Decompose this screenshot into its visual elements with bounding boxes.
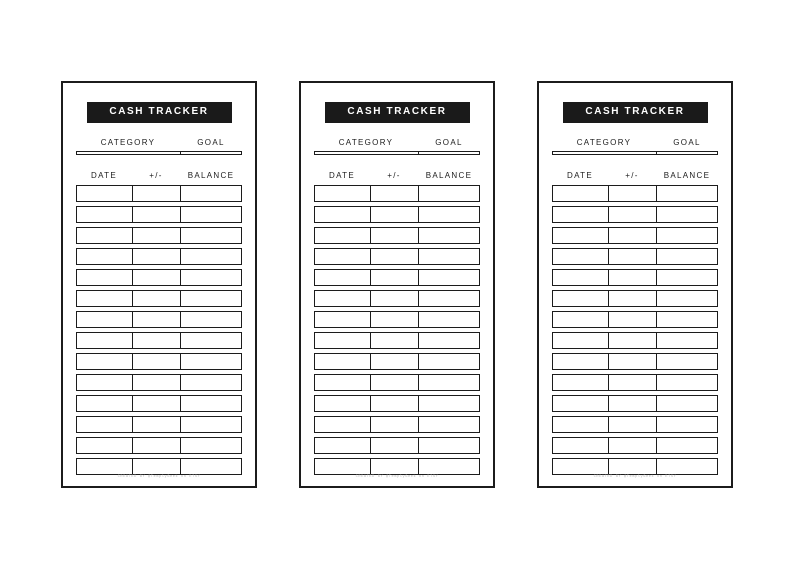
table-row bbox=[76, 227, 242, 244]
cell-change[interactable] bbox=[371, 417, 419, 432]
cell-change[interactable] bbox=[371, 375, 419, 390]
cell-balance[interactable] bbox=[419, 186, 479, 201]
cell-balance[interactable] bbox=[419, 417, 479, 432]
category-label: CATEGORY bbox=[100, 138, 156, 147]
cell-change[interactable] bbox=[133, 249, 181, 264]
table-row bbox=[552, 353, 718, 370]
cell-balance[interactable] bbox=[657, 375, 717, 390]
cell-date[interactable] bbox=[315, 375, 371, 390]
goal-input[interactable] bbox=[181, 152, 241, 154]
cell-change[interactable] bbox=[133, 354, 181, 369]
cell-balance[interactable] bbox=[181, 438, 241, 453]
table-header bbox=[76, 171, 242, 180]
column-header-date: DATE bbox=[91, 171, 117, 180]
category-label: CATEGORY bbox=[576, 138, 632, 147]
cell-date[interactable] bbox=[315, 354, 371, 369]
column-header-date: DATE bbox=[329, 171, 355, 180]
cell-date[interactable] bbox=[77, 291, 133, 306]
cell-date[interactable] bbox=[315, 396, 371, 411]
cell-change[interactable] bbox=[133, 417, 181, 432]
table-row bbox=[76, 290, 242, 307]
column-header-balance: BALANCE bbox=[425, 171, 473, 180]
cash-tracker-card bbox=[61, 81, 257, 488]
cell-balance[interactable] bbox=[419, 291, 479, 306]
column-header-change: +/- bbox=[387, 171, 401, 180]
card-title-bar bbox=[325, 102, 470, 123]
category-input[interactable] bbox=[553, 152, 657, 154]
cell-change[interactable] bbox=[609, 375, 657, 390]
cell-date[interactable] bbox=[77, 207, 133, 222]
cell-change[interactable] bbox=[609, 333, 657, 348]
field-labels-row bbox=[314, 138, 480, 151]
cell-balance[interactable] bbox=[419, 228, 479, 243]
cell-date[interactable] bbox=[315, 291, 371, 306]
cell-date[interactable] bbox=[77, 459, 133, 474]
table-row bbox=[314, 290, 480, 307]
cell-date[interactable] bbox=[315, 333, 371, 348]
table-header bbox=[552, 171, 718, 180]
table-row bbox=[314, 437, 480, 454]
cell-change[interactable] bbox=[609, 438, 657, 453]
table-row bbox=[76, 311, 242, 328]
table-row bbox=[552, 458, 718, 475]
table-row bbox=[76, 332, 242, 349]
table-row bbox=[76, 395, 242, 412]
card-title: CASH TRACKER bbox=[347, 106, 447, 117]
table-body bbox=[552, 185, 718, 475]
cell-balance[interactable] bbox=[657, 207, 717, 222]
cell-change[interactable] bbox=[371, 459, 419, 474]
cell-change[interactable] bbox=[371, 249, 419, 264]
category-label: CATEGORY bbox=[338, 138, 394, 147]
cell-change[interactable] bbox=[371, 270, 419, 285]
goal-label: GOAL bbox=[435, 138, 463, 147]
category-input[interactable] bbox=[77, 152, 181, 154]
table-row bbox=[314, 332, 480, 349]
credit-footer: CREATED BY @TemplyGeek on ETSY bbox=[355, 475, 439, 479]
goal-input[interactable] bbox=[419, 152, 479, 154]
cell-balance[interactable] bbox=[657, 333, 717, 348]
cell-balance[interactable] bbox=[657, 186, 717, 201]
cell-date[interactable] bbox=[77, 270, 133, 285]
cell-balance[interactable] bbox=[657, 270, 717, 285]
cell-balance[interactable] bbox=[657, 354, 717, 369]
cell-change[interactable] bbox=[133, 228, 181, 243]
table-body bbox=[76, 185, 242, 475]
cell-change[interactable] bbox=[609, 354, 657, 369]
cell-date[interactable] bbox=[77, 228, 133, 243]
cell-change[interactable] bbox=[133, 396, 181, 411]
cell-change[interactable] bbox=[609, 207, 657, 222]
cell-date[interactable] bbox=[77, 396, 133, 411]
table-row bbox=[314, 206, 480, 223]
table-row bbox=[76, 353, 242, 370]
cell-balance[interactable] bbox=[657, 312, 717, 327]
cell-balance[interactable] bbox=[181, 354, 241, 369]
cell-change[interactable] bbox=[133, 375, 181, 390]
cell-balance[interactable] bbox=[419, 333, 479, 348]
cell-change[interactable] bbox=[609, 459, 657, 474]
cell-balance[interactable] bbox=[419, 459, 479, 474]
card-title-bar bbox=[563, 102, 708, 123]
table-row bbox=[76, 437, 242, 454]
field-inputs-row bbox=[76, 151, 242, 155]
cell-date[interactable] bbox=[553, 375, 609, 390]
cash-tracker-card bbox=[299, 81, 495, 488]
cell-change[interactable] bbox=[371, 438, 419, 453]
cell-change[interactable] bbox=[133, 270, 181, 285]
table-row bbox=[552, 290, 718, 307]
table-header bbox=[314, 171, 480, 180]
cell-balance[interactable] bbox=[419, 249, 479, 264]
table-row bbox=[552, 227, 718, 244]
cell-change[interactable] bbox=[133, 291, 181, 306]
column-header-balance: BALANCE bbox=[663, 171, 711, 180]
cell-date[interactable] bbox=[553, 186, 609, 201]
credit-footer: CREATED BY @TemplyGeek on ETSY bbox=[593, 475, 677, 479]
cash-tracker-card bbox=[537, 81, 733, 488]
cell-change[interactable] bbox=[133, 438, 181, 453]
cell-date[interactable] bbox=[553, 291, 609, 306]
cell-change[interactable] bbox=[609, 228, 657, 243]
cell-date[interactable] bbox=[553, 396, 609, 411]
table-row bbox=[76, 248, 242, 265]
cell-date[interactable] bbox=[77, 417, 133, 432]
column-header-change: +/- bbox=[625, 171, 639, 180]
cell-date[interactable] bbox=[553, 438, 609, 453]
cell-balance[interactable] bbox=[419, 396, 479, 411]
cell-date[interactable] bbox=[315, 207, 371, 222]
table-row bbox=[552, 374, 718, 391]
field-labels-row bbox=[76, 138, 242, 151]
card-title: CASH TRACKER bbox=[585, 106, 685, 117]
goal-input[interactable] bbox=[657, 152, 717, 154]
cell-date[interactable] bbox=[553, 228, 609, 243]
cell-balance[interactable] bbox=[181, 417, 241, 432]
column-header-balance: BALANCE bbox=[187, 171, 235, 180]
table-row bbox=[552, 311, 718, 328]
cell-date[interactable] bbox=[77, 312, 133, 327]
cell-balance[interactable] bbox=[181, 291, 241, 306]
cell-change[interactable] bbox=[609, 396, 657, 411]
cell-change[interactable] bbox=[371, 186, 419, 201]
table-row bbox=[76, 185, 242, 202]
table-row bbox=[314, 248, 480, 265]
table-row bbox=[314, 353, 480, 370]
cell-date[interactable] bbox=[315, 186, 371, 201]
cell-date[interactable] bbox=[77, 249, 133, 264]
cell-change[interactable] bbox=[371, 312, 419, 327]
cell-balance[interactable] bbox=[419, 375, 479, 390]
cell-balance[interactable] bbox=[181, 207, 241, 222]
cell-balance[interactable] bbox=[657, 291, 717, 306]
goal-label: GOAL bbox=[673, 138, 701, 147]
table-row bbox=[76, 269, 242, 286]
table-row bbox=[314, 311, 480, 328]
field-labels-row bbox=[552, 138, 718, 151]
cell-balance[interactable] bbox=[181, 249, 241, 264]
table-row bbox=[314, 185, 480, 202]
table-body bbox=[314, 185, 480, 475]
cell-date[interactable] bbox=[315, 312, 371, 327]
table-row bbox=[314, 416, 480, 433]
cell-date[interactable] bbox=[315, 438, 371, 453]
table-row bbox=[76, 458, 242, 475]
column-header-date: DATE bbox=[567, 171, 593, 180]
cell-balance[interactable] bbox=[181, 270, 241, 285]
cell-change[interactable] bbox=[371, 228, 419, 243]
cell-date[interactable] bbox=[553, 207, 609, 222]
cell-balance[interactable] bbox=[657, 228, 717, 243]
cell-change[interactable] bbox=[133, 459, 181, 474]
cell-change[interactable] bbox=[371, 333, 419, 348]
cell-date[interactable] bbox=[553, 459, 609, 474]
cell-balance[interactable] bbox=[181, 375, 241, 390]
goal-label: GOAL bbox=[197, 138, 225, 147]
cell-balance[interactable] bbox=[657, 249, 717, 264]
cell-change[interactable] bbox=[133, 312, 181, 327]
cell-date[interactable] bbox=[315, 228, 371, 243]
cell-change[interactable] bbox=[609, 186, 657, 201]
cell-date[interactable] bbox=[77, 375, 133, 390]
cell-change[interactable] bbox=[609, 291, 657, 306]
cell-balance[interactable] bbox=[419, 312, 479, 327]
cell-balance[interactable] bbox=[419, 354, 479, 369]
cell-change[interactable] bbox=[371, 207, 419, 222]
table-row bbox=[314, 269, 480, 286]
table-row bbox=[552, 332, 718, 349]
cell-balance[interactable] bbox=[181, 459, 241, 474]
cell-balance[interactable] bbox=[657, 417, 717, 432]
cell-balance[interactable] bbox=[181, 333, 241, 348]
table-row bbox=[552, 248, 718, 265]
table-row bbox=[76, 374, 242, 391]
table-row bbox=[552, 269, 718, 286]
table-row bbox=[314, 395, 480, 412]
table-row bbox=[314, 374, 480, 391]
cell-balance[interactable] bbox=[181, 186, 241, 201]
cell-change[interactable] bbox=[609, 312, 657, 327]
cell-change[interactable] bbox=[609, 417, 657, 432]
cell-balance[interactable] bbox=[419, 438, 479, 453]
card-title-bar bbox=[87, 102, 232, 123]
cell-change[interactable] bbox=[371, 354, 419, 369]
cell-date[interactable] bbox=[315, 249, 371, 264]
table-row bbox=[314, 458, 480, 475]
cell-change[interactable] bbox=[133, 207, 181, 222]
table-row bbox=[314, 227, 480, 244]
cell-balance[interactable] bbox=[181, 312, 241, 327]
table-row bbox=[552, 206, 718, 223]
table-row bbox=[552, 416, 718, 433]
cell-balance[interactable] bbox=[419, 270, 479, 285]
cell-date[interactable] bbox=[315, 270, 371, 285]
cell-date[interactable] bbox=[77, 186, 133, 201]
cell-change[interactable] bbox=[133, 186, 181, 201]
table-row bbox=[552, 185, 718, 202]
cell-date[interactable] bbox=[315, 459, 371, 474]
table-row bbox=[552, 437, 718, 454]
cell-change[interactable] bbox=[371, 291, 419, 306]
cell-date[interactable] bbox=[315, 417, 371, 432]
cell-change[interactable] bbox=[609, 270, 657, 285]
cell-balance[interactable] bbox=[181, 396, 241, 411]
cell-date[interactable] bbox=[553, 312, 609, 327]
cell-date[interactable] bbox=[77, 438, 133, 453]
cell-date[interactable] bbox=[553, 354, 609, 369]
cell-balance[interactable] bbox=[181, 228, 241, 243]
credit-footer: CREATED BY @TemplyGeek on ETSY bbox=[117, 475, 201, 479]
table-row bbox=[76, 416, 242, 433]
card-title: CASH TRACKER bbox=[109, 106, 209, 117]
field-inputs-row bbox=[314, 151, 480, 155]
cell-date[interactable] bbox=[553, 270, 609, 285]
cell-change[interactable] bbox=[609, 249, 657, 264]
category-input[interactable] bbox=[315, 152, 419, 154]
cell-balance[interactable] bbox=[657, 438, 717, 453]
cell-date[interactable] bbox=[77, 333, 133, 348]
cell-date[interactable] bbox=[77, 354, 133, 369]
cell-change[interactable] bbox=[371, 396, 419, 411]
cell-date[interactable] bbox=[553, 249, 609, 264]
table-row bbox=[76, 206, 242, 223]
cell-balance[interactable] bbox=[657, 396, 717, 411]
cell-change[interactable] bbox=[133, 333, 181, 348]
cell-balance[interactable] bbox=[419, 207, 479, 222]
cell-balance[interactable] bbox=[657, 459, 717, 474]
cell-date[interactable] bbox=[553, 333, 609, 348]
cell-date[interactable] bbox=[553, 417, 609, 432]
column-header-change: +/- bbox=[149, 171, 163, 180]
table-row bbox=[552, 395, 718, 412]
field-inputs-row bbox=[552, 151, 718, 155]
